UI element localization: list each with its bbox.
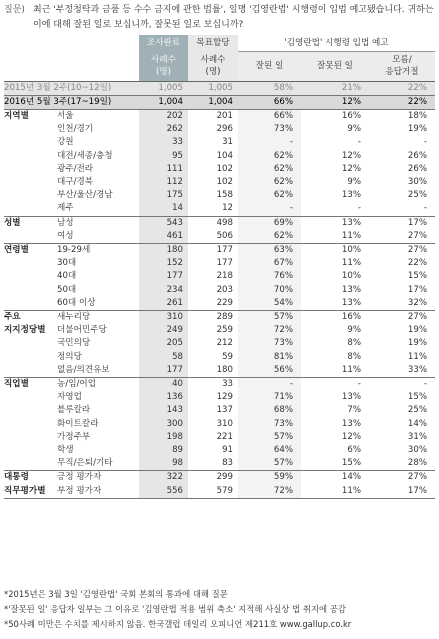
- pct-dk: 11%: [407, 351, 427, 362]
- header-cases1: [139, 51, 188, 81]
- cases-complete: 262: [139, 123, 188, 136]
- subgroup-label: 자영업: [57, 392, 82, 403]
- pct-bad: 9%: [347, 124, 361, 135]
- pct-bad: 8%: [347, 351, 361, 362]
- cases-complete: 58: [139, 351, 188, 364]
- table-row: [4, 324, 435, 337]
- pct-dk: 32%: [407, 297, 427, 308]
- pct-bad: 11%: [301, 485, 369, 499]
- pct-dk: 25%: [407, 190, 427, 201]
- subgroup-label: 새누리당: [57, 310, 139, 324]
- subgroup-label: 더불어민주당: [57, 325, 107, 336]
- pct-dk: -: [423, 137, 427, 148]
- pct-dk: 27%: [369, 471, 435, 485]
- pct-bad: 7%: [347, 405, 361, 416]
- subgroup-label: 학생: [57, 444, 74, 455]
- segment-label: [4, 230, 57, 244]
- survey-results-table: [4, 35, 435, 499]
- pct-good: 70%: [238, 284, 301, 297]
- pct-good: 68%: [238, 404, 301, 417]
- table-row: [4, 377, 435, 391]
- cases-target: 1,005: [188, 81, 238, 95]
- cases-target: 12: [222, 203, 233, 214]
- cases-target: 498: [188, 216, 238, 230]
- cases-target: 506: [216, 230, 233, 241]
- pct-good: 58%: [238, 81, 301, 95]
- cases-target: 201: [188, 109, 238, 123]
- cases-complete: 198: [139, 431, 188, 444]
- pct-bad: 11%: [341, 258, 361, 269]
- cases-target: 259: [216, 325, 233, 336]
- segment-label: 대통령: [4, 471, 57, 485]
- cases-complete: 111: [139, 163, 188, 176]
- cases-complete: 300: [139, 418, 188, 431]
- cases-complete: 89: [139, 444, 188, 457]
- cases-complete: 556: [139, 485, 188, 499]
- segment-label: 직업별: [4, 377, 57, 391]
- segment-label: [4, 391, 57, 404]
- pct-bad: 11%: [341, 364, 361, 375]
- table-row: [4, 136, 435, 149]
- segment-label: [4, 257, 57, 270]
- subgroup-label: 가정주부: [57, 431, 91, 442]
- pct-bad: 12%: [341, 431, 361, 442]
- subgroup-label: 인천/경기: [57, 124, 94, 135]
- pct-bad: 9%: [347, 325, 361, 336]
- cases-complete: 177: [139, 270, 188, 283]
- subgroup-label: 30대: [57, 258, 77, 269]
- table-row: [4, 202, 435, 216]
- pct-good: 63%: [238, 243, 301, 257]
- subgroup-label: 제주: [57, 203, 74, 214]
- cases-target: 221: [216, 431, 233, 442]
- table-row: [4, 457, 435, 471]
- table-row: [4, 351, 435, 364]
- pct-bad: 21%: [301, 81, 369, 95]
- pct-good: 62%: [238, 150, 301, 163]
- segment-label: [4, 136, 57, 149]
- table-row: [4, 471, 435, 485]
- cases-complete: 234: [139, 284, 188, 297]
- pct-bad: 13%: [341, 392, 361, 403]
- pct-dk: 17%: [369, 216, 435, 230]
- table-row: [4, 176, 435, 189]
- cases-complete: 543: [139, 216, 188, 230]
- cases-target: 218: [216, 271, 233, 282]
- segment-label: [4, 163, 57, 176]
- table-row: [4, 123, 435, 136]
- cases-complete: 95: [139, 150, 188, 163]
- cases-complete: 143: [139, 404, 188, 417]
- header-eval-title: '김영란법' 시행령 입법 예고: [238, 35, 435, 51]
- cases-complete: 205: [139, 337, 188, 350]
- pct-bad: 6%: [347, 444, 361, 455]
- header-bad: 잘못된 일: [301, 51, 369, 81]
- segment-label: 직무평가별: [4, 485, 57, 499]
- pct-good: -: [238, 377, 301, 391]
- cases-target: 212: [216, 338, 233, 349]
- pct-dk: 15%: [407, 392, 427, 403]
- segment-label: [4, 444, 57, 457]
- cases-target: 289: [188, 310, 238, 324]
- subgroup-label: 긍정 평가자: [57, 471, 139, 485]
- cases-target: 31: [222, 137, 233, 148]
- pct-good: 59%: [238, 471, 301, 485]
- table-row: [4, 150, 435, 163]
- cases-target: 180: [216, 364, 233, 375]
- pct-good: 76%: [238, 270, 301, 283]
- table-row: [4, 485, 435, 499]
- segment-label: [4, 123, 57, 136]
- pct-bad: 13%: [341, 297, 361, 308]
- table-row: [4, 189, 435, 202]
- pct-dk: 17%: [407, 284, 427, 295]
- cases-target: 158: [216, 190, 233, 201]
- subgroup-label: 블루칼라: [57, 405, 91, 416]
- pct-dk: 19%: [407, 325, 427, 336]
- table-row: [4, 243, 435, 257]
- segment-label: 성별: [4, 216, 57, 230]
- cases-target: 83: [222, 458, 233, 469]
- segment-label: [4, 270, 57, 283]
- cases-target: 137: [216, 405, 233, 416]
- footnotes: [4, 587, 436, 632]
- cases-target: 177: [188, 243, 238, 257]
- pct-dk: 26%: [407, 163, 427, 174]
- segment-label: 주요: [4, 310, 57, 324]
- subgroup-label: 40대: [57, 271, 77, 282]
- header-survey-complete: 조사완료: [139, 35, 188, 51]
- pct-good: 57%: [238, 310, 301, 324]
- segment-label: [4, 297, 57, 311]
- segment-label: [4, 418, 57, 431]
- table-row: [4, 163, 435, 176]
- table-row: [4, 230, 435, 244]
- cases-target: 579: [188, 485, 238, 499]
- cases-target: 203: [216, 284, 233, 295]
- question-label: 질문): [4, 5, 25, 15]
- cases-target: 299: [188, 471, 238, 485]
- subgroup-label: 서울: [57, 109, 139, 123]
- cases-complete: 322: [139, 471, 188, 485]
- cases-target: 104: [216, 150, 233, 161]
- cases-complete: 180: [139, 243, 188, 257]
- pct-dk: 33%: [407, 364, 427, 375]
- subgroup-label: 대구/경북: [57, 176, 94, 187]
- pct-good: 81%: [238, 351, 301, 364]
- pct-bad: 11%: [341, 230, 361, 241]
- cases-target: 91: [222, 444, 233, 455]
- period-label: 2016년 5월 3주(17~19일): [4, 95, 139, 109]
- subgroup-label: 부정 평가자: [57, 485, 139, 499]
- table-row: [4, 431, 435, 444]
- cases-complete: 1,005: [139, 81, 188, 95]
- pct-good: 69%: [238, 216, 301, 230]
- pct-bad: 15%: [341, 458, 361, 469]
- footnote-1: *2015년은 3월 3일 '김영란법' 국회 본회의 통과에 대해 질문: [4, 589, 228, 599]
- pct-dk: 27%: [407, 230, 427, 241]
- table-row: [4, 109, 435, 123]
- pct-dk: 18%: [369, 109, 435, 123]
- header-cases2: [188, 51, 238, 81]
- table-row: [4, 257, 435, 270]
- cases-complete: 112: [139, 176, 188, 189]
- table-row: [4, 284, 435, 297]
- pct-good: 54%: [238, 297, 301, 311]
- period-label: 2015년 3월 2주(10~12일): [4, 81, 139, 95]
- subgroup-label: 50대: [57, 284, 77, 295]
- pct-dk: 17%: [369, 485, 435, 499]
- pct-bad: -: [357, 203, 361, 214]
- cases-complete: 461: [139, 230, 188, 244]
- subgroup-label: 국민의당: [57, 338, 91, 349]
- pct-good: 66%: [238, 95, 301, 109]
- header-dk-line2: 응답거절: [385, 67, 419, 77]
- pct-good: 72%: [238, 324, 301, 337]
- pct-bad: -: [357, 137, 361, 148]
- subgroup-label: 19-29세: [57, 243, 139, 257]
- header-cases1-unit: (명): [155, 66, 171, 77]
- pct-good: 72%: [238, 485, 301, 499]
- segment-label: [4, 189, 57, 202]
- pct-good: 62%: [238, 230, 301, 244]
- pct-bad: 13%: [341, 190, 361, 201]
- subgroup-label: 무직/은퇴/기타: [57, 458, 113, 469]
- header-dk: [369, 51, 435, 81]
- pct-dk: 26%: [407, 150, 427, 161]
- pct-good: 73%: [238, 123, 301, 136]
- subgroup-label: 없음/의견유보: [57, 364, 110, 375]
- pct-dk: 19%: [407, 124, 427, 135]
- table-row: [4, 418, 435, 431]
- segment-label: 연령별: [4, 243, 57, 257]
- cases-target: 59: [222, 351, 233, 362]
- pct-good: 66%: [238, 109, 301, 123]
- pct-dk: 27%: [369, 243, 435, 257]
- pct-good: 67%: [238, 257, 301, 270]
- pct-good: 57%: [238, 457, 301, 471]
- pct-dk: 31%: [407, 431, 427, 442]
- pct-bad: 14%: [301, 471, 369, 485]
- pct-dk: 22%: [407, 258, 427, 269]
- segment-label: [4, 404, 57, 417]
- cases-complete: 14: [139, 202, 188, 216]
- cases-complete: 40: [139, 377, 188, 391]
- pct-good: 64%: [238, 444, 301, 457]
- footnote-2: *'잘못된 일' 응답자 일부는 그 이유로 '김영란법 적용 범위 축소' 지적해 사실상 법 취지에 공감: [4, 604, 346, 614]
- table-body: [4, 81, 435, 498]
- pct-good: 62%: [238, 176, 301, 189]
- header-cases2-label: 사례수: [200, 54, 226, 65]
- table-row: [4, 337, 435, 350]
- cases-complete: 177: [139, 364, 188, 378]
- footnote-3: *50사례 미만은 수치를 제시하지 않음. 한국갤럽 데일리 오피니언 제211호 www.gallup.co.kr: [4, 619, 352, 629]
- header-blank: [4, 35, 139, 81]
- pct-dk: -: [423, 203, 427, 214]
- pct-good: 73%: [238, 337, 301, 350]
- subgroup-label: 여성: [57, 230, 74, 241]
- segment-label: [4, 337, 57, 350]
- pct-good: 73%: [238, 418, 301, 431]
- cases-target: 33: [188, 377, 238, 391]
- pct-dk: 22%: [369, 95, 435, 109]
- subgroup-label: 대전/세종/충청: [57, 150, 113, 161]
- header-cases1-label: 사례수: [151, 54, 176, 65]
- subgroup-label: 광주/전라: [57, 163, 94, 174]
- segment-label: [4, 431, 57, 444]
- table-row: [4, 310, 435, 324]
- cases-complete: 249: [139, 324, 188, 337]
- pct-good: 62%: [238, 163, 301, 176]
- segment-label: [4, 284, 57, 297]
- cases-target: 177: [216, 258, 233, 269]
- segment-label: [4, 457, 57, 471]
- pct-dk: 27%: [369, 310, 435, 324]
- pct-bad: 12%: [341, 163, 361, 174]
- subgroup-label: 정의당: [57, 351, 82, 362]
- table-row: [4, 216, 435, 230]
- segment-label: 지지정당별: [4, 325, 46, 336]
- subgroup-label: 강원: [57, 137, 74, 148]
- pct-dk: 30%: [407, 176, 427, 187]
- cases-complete: 175: [139, 189, 188, 202]
- pct-dk: 14%: [407, 418, 427, 429]
- segment-label: [4, 150, 57, 163]
- pct-bad: 12%: [301, 95, 369, 109]
- pct-dk: 15%: [407, 271, 427, 282]
- header-dk-line1: 모름/: [392, 55, 412, 65]
- segment-label: [4, 364, 57, 378]
- pct-good: 62%: [238, 189, 301, 202]
- pct-good: 71%: [238, 391, 301, 404]
- table-row: [4, 391, 435, 404]
- pct-bad: -: [301, 377, 369, 391]
- pct-bad: 13%: [341, 418, 361, 429]
- cases-complete: 152: [139, 257, 188, 270]
- pct-good: 57%: [238, 431, 301, 444]
- table-row: [4, 297, 435, 311]
- pct-bad: 13%: [341, 284, 361, 295]
- pct-good: -: [238, 202, 301, 216]
- subgroup-label: 화이트칼라: [57, 418, 99, 429]
- subgroup-label: 농/임/어업: [57, 377, 139, 391]
- header-target-alloc: 목표할당: [188, 35, 238, 51]
- cases-complete: 33: [139, 136, 188, 149]
- subgroup-label: 남성: [57, 216, 139, 230]
- segment-label: [4, 202, 57, 216]
- pct-bad: 10%: [341, 271, 361, 282]
- cases-target: 102: [216, 176, 233, 187]
- subgroup-label: 부산/울산/경남: [57, 190, 113, 201]
- pct-dk: 28%: [407, 458, 427, 469]
- cases-complete: 310: [139, 310, 188, 324]
- pct-bad: 16%: [301, 310, 369, 324]
- segment-label: [4, 176, 57, 189]
- pct-good: -: [238, 136, 301, 149]
- table-row: [4, 95, 435, 109]
- cases-complete: 136: [139, 391, 188, 404]
- cases-target: 296: [216, 124, 233, 135]
- cases-target: 102: [216, 163, 233, 174]
- subgroup-label: 60대 이상: [57, 297, 96, 308]
- header-cases2-unit: (명): [205, 66, 221, 77]
- cases-complete: 261: [139, 297, 188, 311]
- segment-label: [4, 351, 57, 364]
- pct-good: 56%: [238, 364, 301, 378]
- pct-bad: 16%: [301, 109, 369, 123]
- table-row: [4, 270, 435, 283]
- cases-target: 229: [216, 297, 233, 308]
- table-row: [4, 81, 435, 95]
- cases-complete: 202: [139, 109, 188, 123]
- cases-complete: 98: [139, 457, 188, 471]
- question-text: 최근 '부정청탁과 금품 등 수수 금지에 관한 법률', 일명 '김영란법' 시행령이 입법 예고됐습니다. 귀하는 이에 대해 잘된 일로 보십니까, 잘못된 일로 보십니까?: [33, 5, 434, 30]
- pct-bad: 13%: [301, 216, 369, 230]
- pct-bad: 9%: [347, 176, 361, 187]
- pct-dk: 30%: [407, 444, 427, 455]
- cases-complete: 1,004: [139, 95, 188, 109]
- pct-bad: 8%: [347, 338, 361, 349]
- table-row: [4, 404, 435, 417]
- header-good: 잘된 일: [238, 51, 301, 81]
- table-row: [4, 364, 435, 378]
- pct-bad: 10%: [301, 243, 369, 257]
- pct-bad: 12%: [341, 150, 361, 161]
- pct-dk: 19%: [407, 338, 427, 349]
- pct-dk: -: [369, 377, 435, 391]
- segment-label: 지역별: [4, 109, 57, 123]
- cases-target: 1,004: [188, 95, 238, 109]
- pct-dk: 22%: [369, 81, 435, 95]
- table-row: [4, 444, 435, 457]
- pct-dk: 25%: [407, 405, 427, 416]
- cases-target: 129: [216, 392, 233, 403]
- cases-target: 310: [216, 418, 233, 429]
